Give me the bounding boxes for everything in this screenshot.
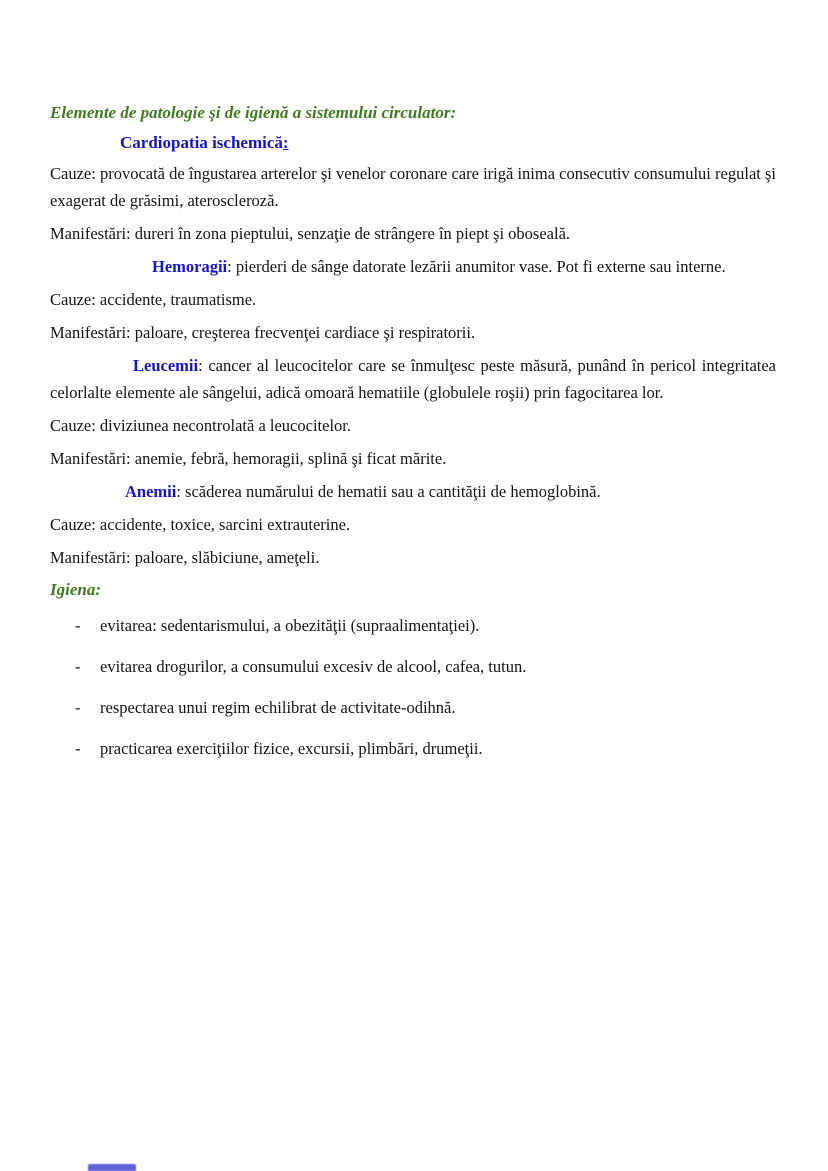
hemoragii-definition-text: : pierderi de sânge datorate lezării anumitor vase. Pot fi externe sau interne. bbox=[227, 257, 726, 276]
leucemii-definition-paragraph bbox=[50, 352, 776, 406]
anemii-definition-text: : scăderea numărului de hematii sau a cantităţii de hemoglobină. bbox=[176, 482, 601, 501]
cardiopatia-heading-colon: : bbox=[282, 133, 289, 152]
anemii-term: Anemii bbox=[125, 482, 177, 501]
leucemii-definition-text: : cancer al leucocitelor care se înmulţesc peste măsură, punând în pericol integritatea celorlalte elemente ale sângelui, adică omoară hematiile (globulele roşii) prin fagocitarea lor. bbox=[50, 356, 776, 402]
list-item bbox=[50, 736, 776, 762]
hemoragii-term: Hemoragii bbox=[152, 257, 228, 276]
hemoragii-manifestari-paragraph: Manifestări: paloare, creşterea frecvenţei cardiace şi respiratorii. bbox=[50, 323, 476, 342]
list-item bbox=[50, 695, 776, 721]
list-item-text: practicarea exerciţiilor fizice, excursii, plimbări, drumeţii. bbox=[100, 739, 483, 758]
anemii-manifestari-paragraph: Manifestări: paloare, slăbiciune, ameţeli. bbox=[50, 548, 320, 567]
list-item bbox=[50, 654, 776, 680]
list-item-text: evitarea drogurilor, a consumului excesiv de alcool, cafea, tutun. bbox=[100, 657, 527, 676]
leucemii-term: Leucemii bbox=[133, 356, 199, 375]
hemoragii-cauze-paragraph: Cauze: accidente, traumatisme. bbox=[50, 290, 257, 309]
bullet-dash: - bbox=[75, 616, 81, 635]
subtitle-cardiopatia bbox=[50, 130, 776, 156]
anemii-cauze-paragraph: Cauze: accidente, toxice, sarcini extrauterine. bbox=[50, 515, 351, 534]
igiena-list bbox=[50, 613, 776, 762]
list-item-text: evitarea: sedentarismului, a obezităţii (supraalimentaţiei). bbox=[100, 616, 480, 635]
cardiopatia-cauze-paragraph: Cauze: provocată de îngustarea arterelor şi venelor coronare care irigă inima consecutiv consumului regulat şi exagerat de grăsimi, ateroscleroză. bbox=[50, 164, 776, 210]
hemoragii-definition-paragraph bbox=[50, 253, 776, 280]
list-item bbox=[50, 613, 776, 639]
cardiopatia-heading: Cardiopatia ischemică bbox=[120, 133, 283, 152]
leucemii-cauze-paragraph: Cauze: diviziunea necontrolată a leucocitelor. bbox=[50, 416, 351, 435]
bullet-dash: - bbox=[75, 657, 81, 676]
next-page-text-fragment bbox=[88, 1164, 136, 1171]
bullet-dash: - bbox=[75, 739, 81, 758]
leucemii-manifestari-paragraph: Manifestări: anemie, febră, hemoragii, splină şi ficat mărite. bbox=[50, 449, 447, 468]
anemii-definition-paragraph bbox=[50, 478, 776, 505]
bullet-dash: - bbox=[75, 698, 81, 717]
igiena-heading: Igiena: bbox=[50, 580, 101, 599]
cardiopatia-manifestari-paragraph: Manifestări: dureri în zona pieptului, senzaţie de strângere în piept şi oboseală. bbox=[50, 224, 571, 243]
document-title: Elemente de patologie şi de igienă a sistemului circulator: bbox=[50, 103, 457, 122]
list-item-text: respectarea unui regim echilibrat de activitate-odihnă. bbox=[100, 698, 456, 717]
